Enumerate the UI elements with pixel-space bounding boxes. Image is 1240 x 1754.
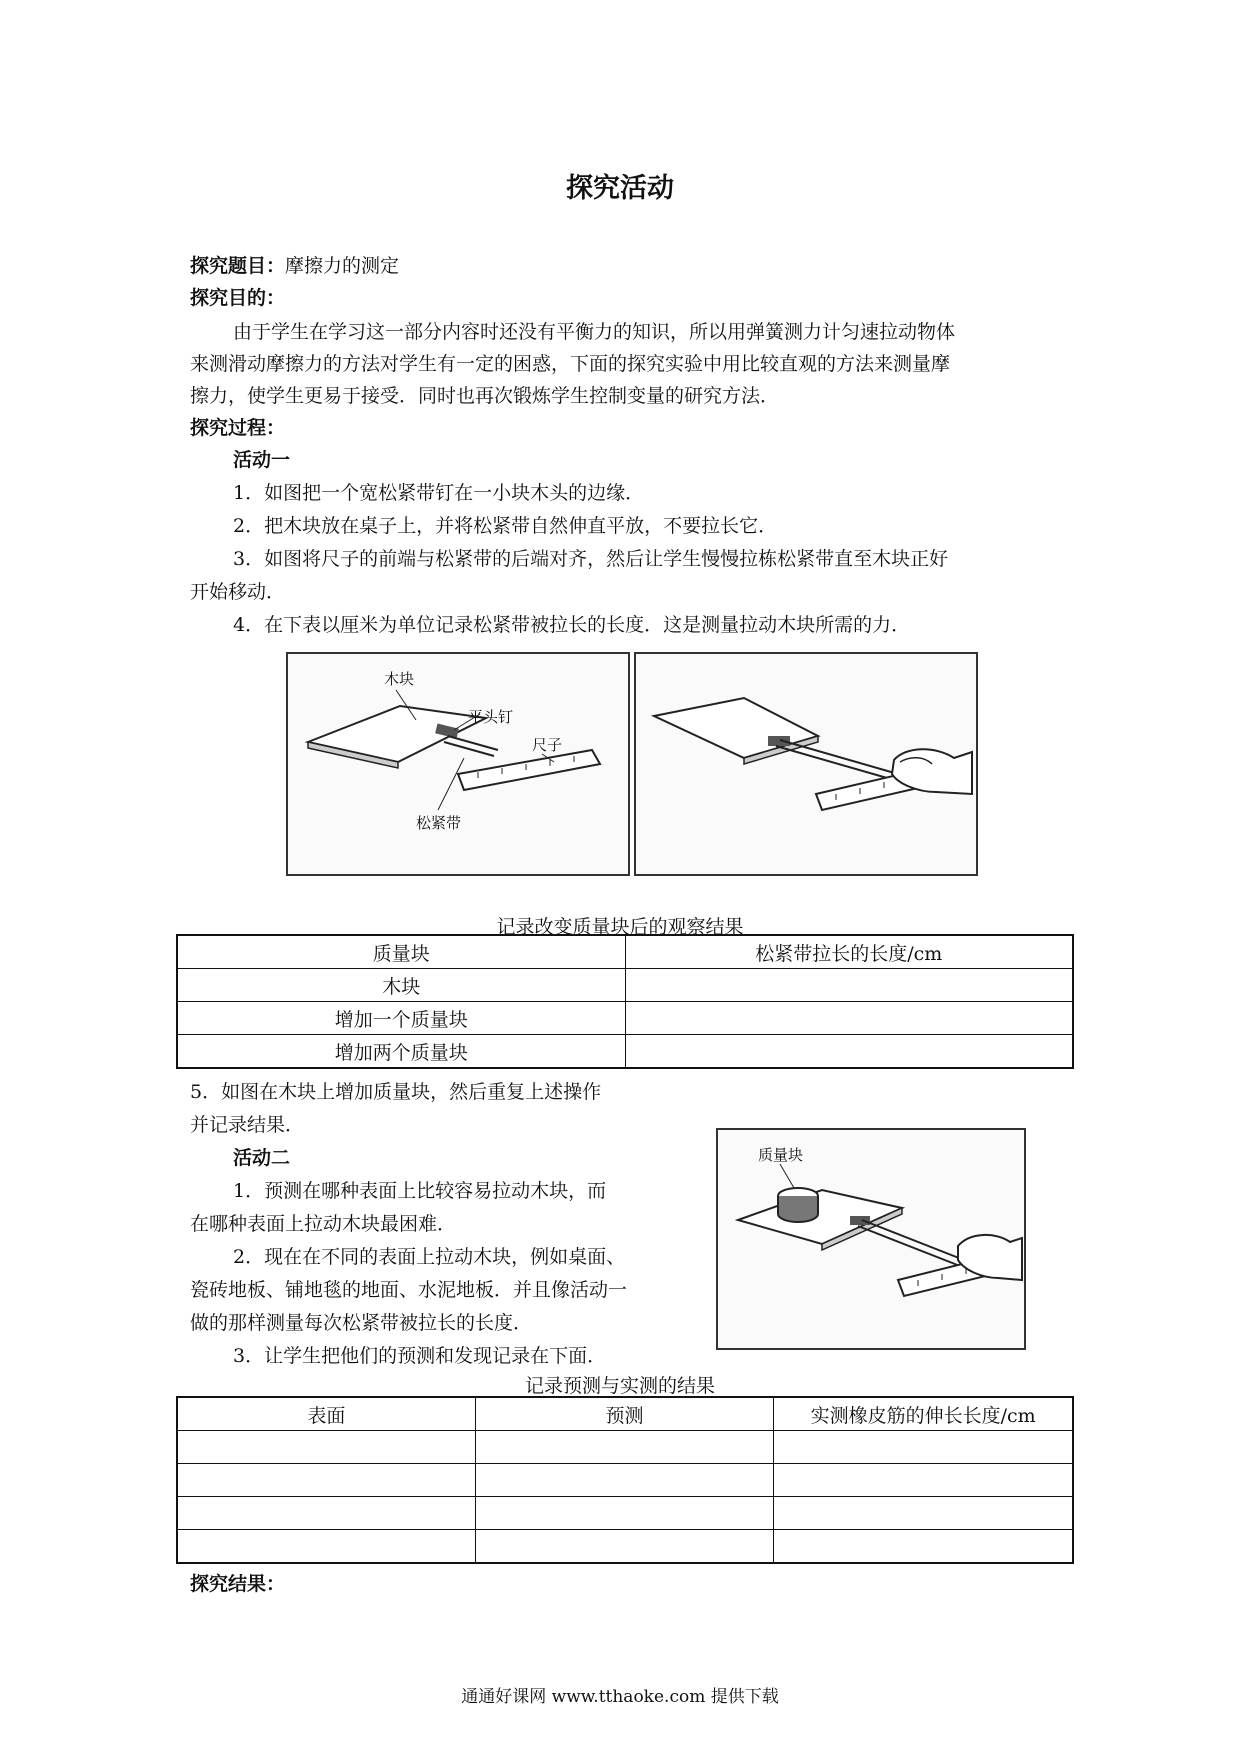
figure-setup-drawing (288, 654, 628, 874)
label-block: 木块 (384, 670, 415, 688)
activity1-step-4: 4．在下表以厘米为单位记录松紧带被拉长的长度．这是测量拉动木块所需的力． (233, 614, 911, 636)
table-cell (625, 1035, 1073, 1069)
purpose-line-2: 来测滑动摩擦力的方法对学生有一定的困惑，下面的探究实验中用比较直观的方法来测量摩 (190, 353, 951, 375)
figure-pulling-drawing (636, 654, 976, 874)
table-cell: 增加两个质量块 (177, 1035, 625, 1069)
purpose-line-1: 由于学生在学习这一部分内容时还没有平衡力的知识，所以用弹簧测力计匀速拉动物体 (233, 321, 956, 343)
table-cell (177, 1464, 475, 1497)
table-cell (625, 969, 1073, 1002)
figure-mass-block (716, 1128, 1026, 1350)
activity1-step-1: 1．如图把一个宽松紧带钉在一小块木头的边缘． (233, 482, 645, 504)
purpose-label: 探究目的： (190, 287, 286, 309)
page-title: 探究活动 (566, 173, 674, 204)
label-nail: 平头钉 (468, 708, 514, 726)
activity2-step-2-cont2: 做的那样测量每次松紧带被拉长的长度． (190, 1312, 533, 1334)
table1-caption: 记录改变质量块后的观察结果 (496, 916, 744, 938)
table-row (177, 1530, 1073, 1564)
activity2-step-2-cont: 瓷砖地板、铺地毯的地面、水泥地板．并且像活动一 (190, 1279, 628, 1301)
table-header-row (177, 1397, 1073, 1431)
table-cell (774, 1530, 1073, 1564)
footer-credit: 通通好课网 www.tthaoke.com 提供下载 (461, 1687, 779, 1707)
figure-pulling (634, 652, 978, 876)
table2-caption: 记录预测与实测的结果 (524, 1375, 715, 1397)
table-header-cell: 质量块 (177, 935, 625, 969)
table-cell (177, 1431, 475, 1464)
table-cell: 增加一个质量块 (177, 1002, 625, 1035)
activity2-step-1: 1．预测在哪种表面上比较容易拉动木块，而 (233, 1180, 607, 1202)
table-cell (475, 1464, 773, 1497)
table-header-row (177, 935, 1073, 969)
purpose-line-3: 擦力，使学生更易于接受．同时也再次锻炼学生控制变量的研究方法． (190, 385, 780, 407)
activity2-heading: 活动二 (233, 1147, 291, 1169)
topic-label: 探究题目： (190, 255, 286, 277)
table-cell (625, 1002, 1073, 1035)
table-header-cell: 松紧带拉长的长度/cm (625, 935, 1073, 969)
table-cell (774, 1431, 1073, 1464)
table-mass-results (176, 934, 1074, 1069)
activity2-step-2: 2．现在在不同的表面上拉动木块，例如桌面、 (233, 1246, 626, 1268)
activity2-step-3: 3．让学生把他们的预测和发现记录在下面． (233, 1345, 607, 1367)
table-cell (475, 1431, 773, 1464)
activity1-heading: 活动一 (233, 449, 291, 471)
table-row (177, 1002, 1073, 1035)
activity1-step-3-cont: 开始移动． (190, 581, 286, 603)
table-cell (774, 1497, 1073, 1530)
topic-value: 摩擦力的测定 (285, 255, 400, 277)
figure-setup (286, 652, 630, 876)
table-row (177, 1431, 1073, 1464)
activity1-step-5-cont: 并记录结果． (190, 1114, 305, 1136)
table-row (177, 969, 1073, 1002)
table-row (177, 1497, 1073, 1530)
activity1-step-2: 2．把木块放在桌子上，并将松紧带自然伸直平放，不要拉长它． (233, 515, 778, 537)
topic-line (190, 252, 399, 280)
label-mass-block: 质量块 (758, 1146, 804, 1164)
label-ruler: 尺子 (532, 736, 563, 754)
activity1-step-3: 3．如图将尺子的前端与松紧带的后端对齐，然后让学生慢慢拉栋松紧带直至木块正好 (233, 548, 949, 570)
table-cell (177, 1497, 475, 1530)
activity1-step-5: 5．如图在木块上增加质量块，然后重复上述操作 (190, 1081, 602, 1103)
table-surface-results (176, 1396, 1074, 1564)
table-cell (475, 1530, 773, 1564)
table-header-cell: 表面 (177, 1397, 475, 1431)
table-header-cell: 实测橡皮筋的伸长长度/cm (774, 1397, 1073, 1431)
result-label: 探究结果： (190, 1573, 286, 1595)
table-row (177, 1035, 1073, 1069)
table-header-cell: 预测 (475, 1397, 773, 1431)
table-cell: 木块 (177, 969, 625, 1002)
table-cell (774, 1464, 1073, 1497)
table-row (177, 1464, 1073, 1497)
table-cell (475, 1497, 773, 1530)
label-band: 松紧带 (416, 814, 462, 832)
table-cell (177, 1530, 475, 1564)
activity2-step-1-cont: 在哪种表面上拉动木块最困难． (190, 1213, 457, 1235)
process-label: 探究过程： (190, 417, 286, 439)
